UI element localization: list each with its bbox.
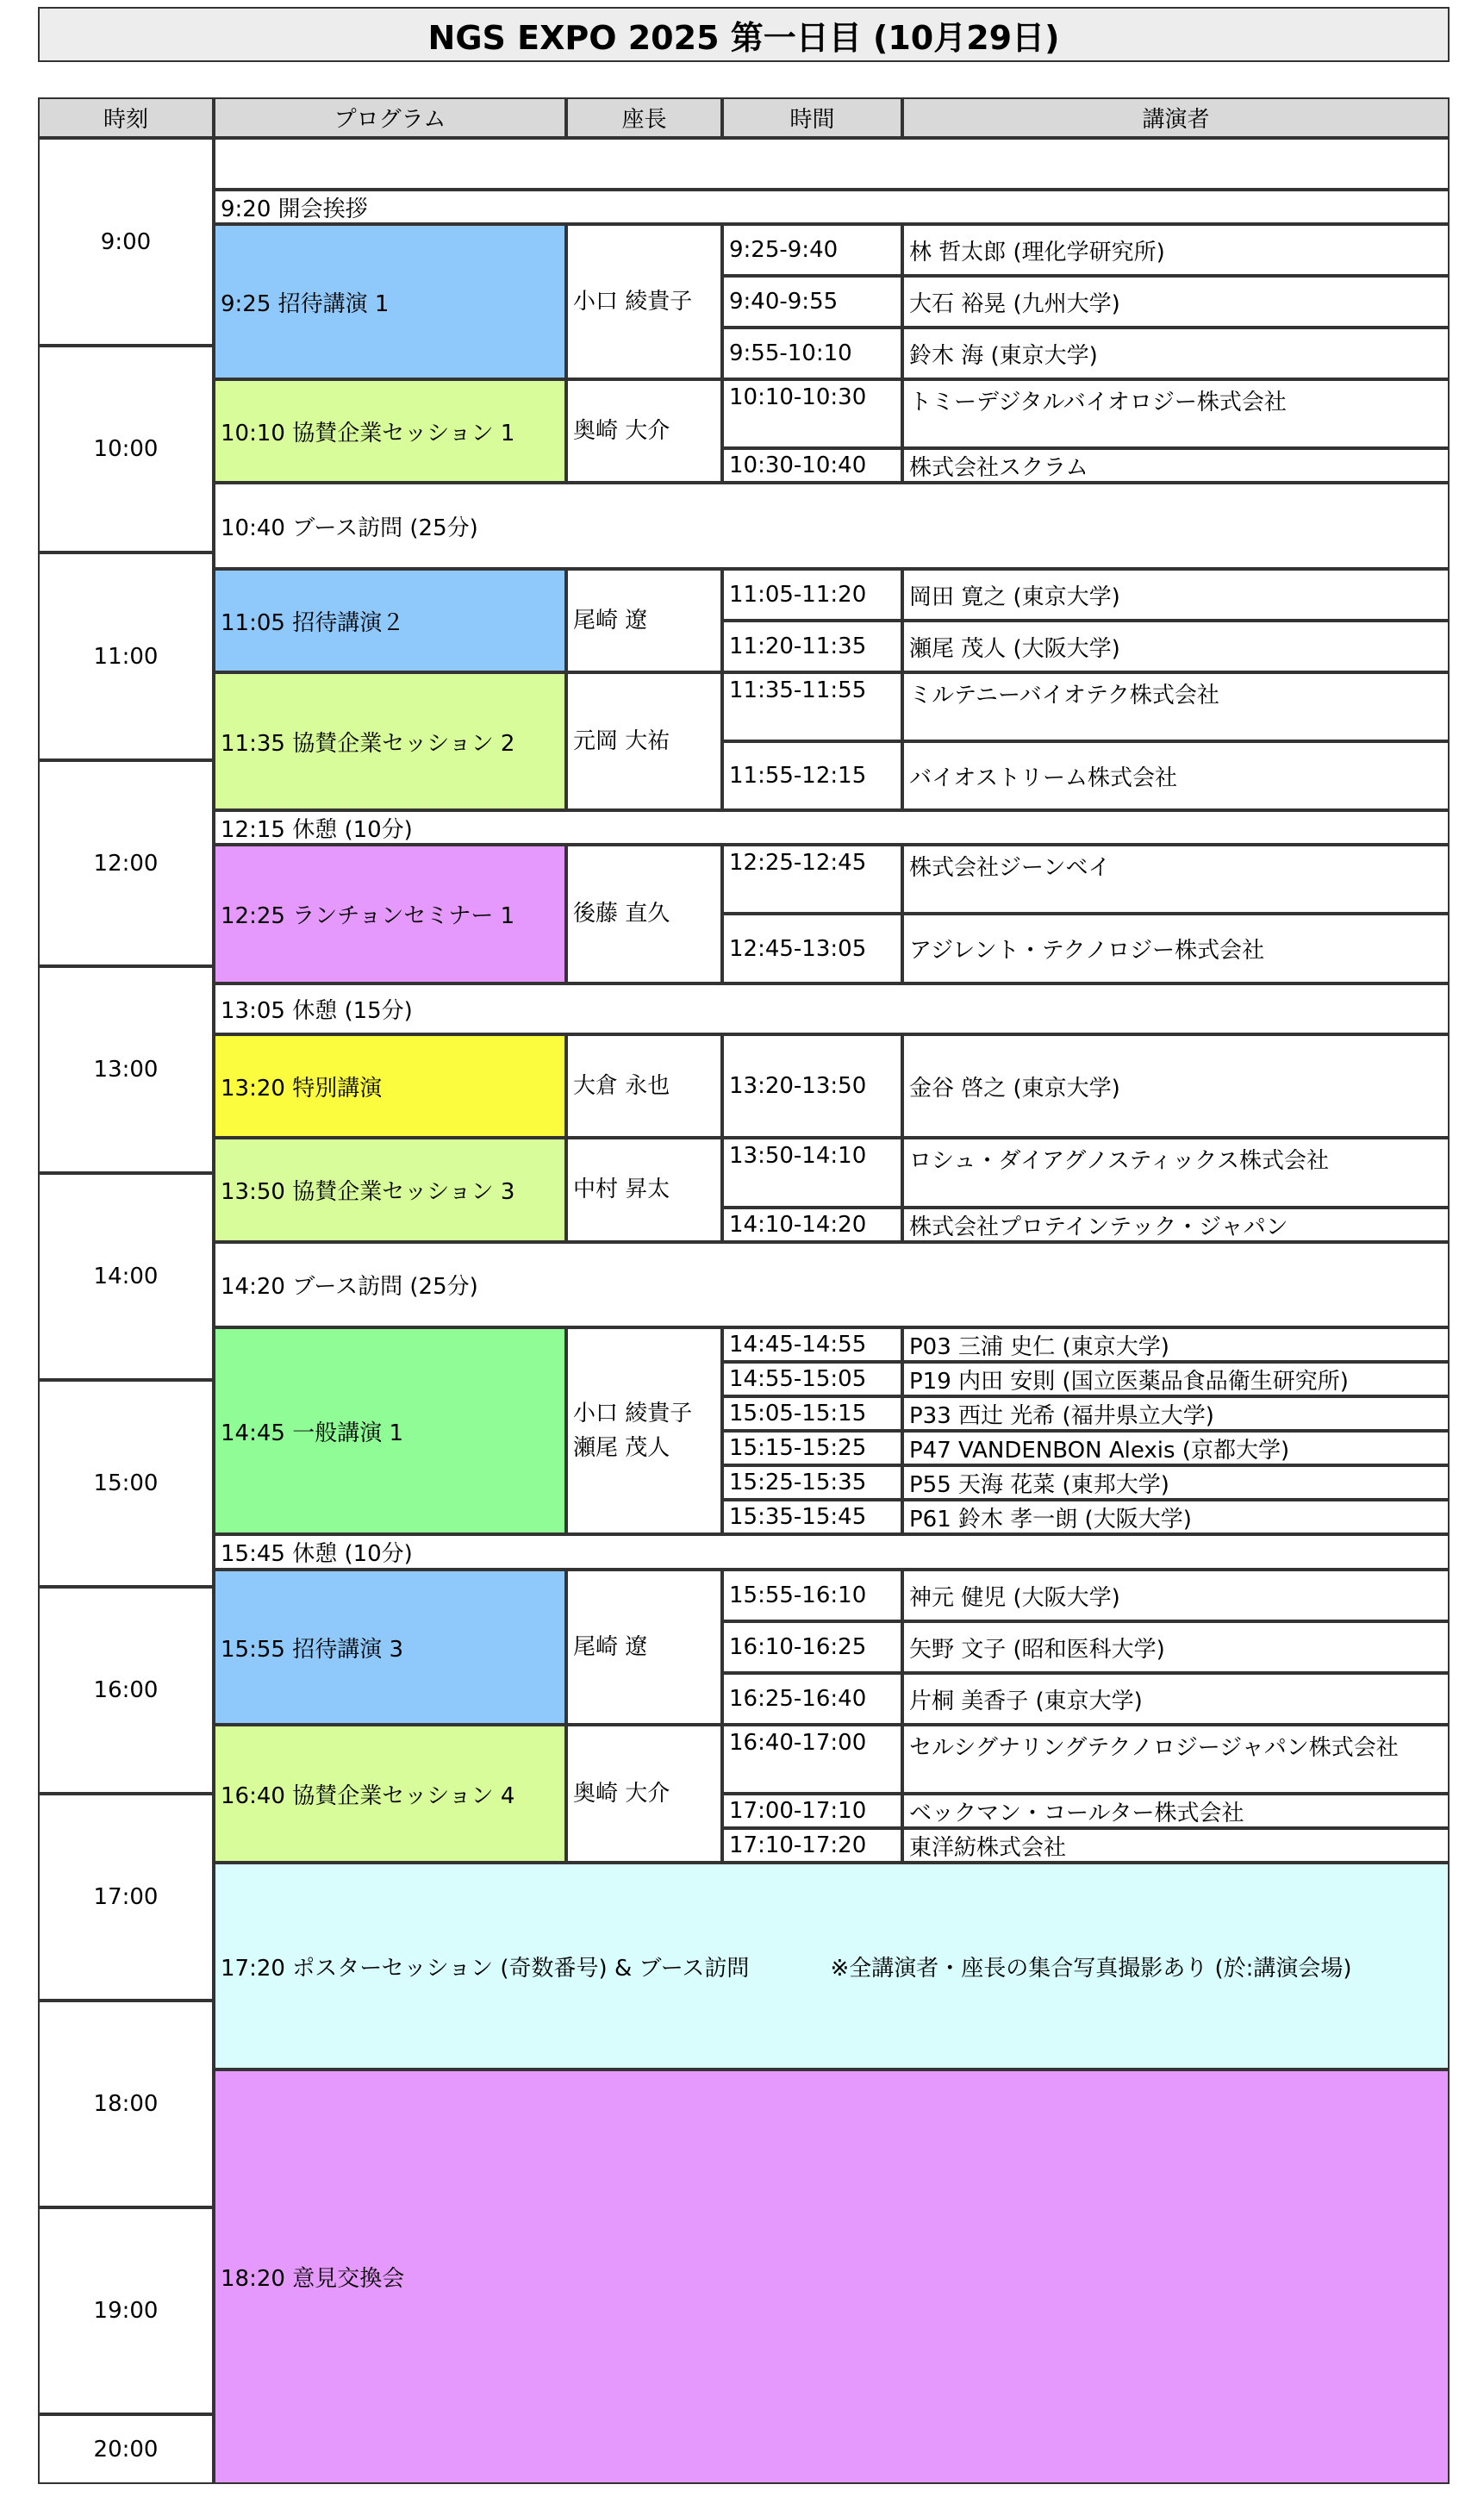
chair-cell	[566, 379, 722, 483]
talk-time: 10:10-10:30	[722, 379, 902, 448]
talk-speaker: ベックマン・コールター株式会社	[902, 1794, 1450, 1828]
chair-name: 大倉 永也	[573, 1072, 670, 1099]
talk-speaker: P03 三浦 史仁 (東京大学)	[902, 1327, 1450, 1362]
talk-time: 11:55-12:15	[722, 741, 902, 810]
time-label: 20:00	[38, 2414, 214, 2484]
chair-cell	[566, 845, 722, 983]
booth-visit-row: 14:20 ブース訪問 (25分)	[214, 1242, 1450, 1327]
session-sponsor1: 10:10 協賛企業セッション 1	[214, 379, 566, 483]
chair-name: 奥崎 大介	[573, 417, 670, 444]
column-header: 座長	[566, 97, 722, 138]
time-label: 12:00	[38, 760, 214, 966]
session-sponsor2: 11:35 協賛企業セッション 2	[214, 672, 566, 810]
time-label: 16:00	[38, 1587, 214, 1794]
chair-name: 尾崎 遼	[573, 607, 648, 634]
chair-cell	[566, 569, 722, 672]
session-invited3: 15:55 招待講演 3	[214, 1570, 566, 1725]
talk-speaker: 瀬尾 茂人 (大阪大学)	[902, 621, 1450, 672]
talk-speaker: P55 天海 花菜 (東邦大学)	[902, 1465, 1450, 1500]
talk-speaker: 岡田 寛之 (東京大学)	[902, 569, 1450, 621]
talk-time: 17:00-17:10	[722, 1794, 902, 1828]
time-label: 14:00	[38, 1173, 214, 1380]
chair-name: 元岡 大祐	[573, 727, 670, 754]
talk-speaker: セルシグナリングテクノロジージャパン株式会社	[902, 1725, 1450, 1794]
talk-speaker: 金谷 啓之 (東京大学)	[902, 1034, 1450, 1138]
talk-speaker: ミルテニーバイオテク株式会社	[902, 672, 1450, 741]
column-header: プログラム	[214, 97, 566, 138]
time-label: 17:00	[38, 1794, 214, 2001]
poster-session-label: 17:20 ポスターセッション (奇数番号) & ブース訪問	[221, 1955, 750, 1982]
chair-name: 中村 昇太	[573, 1177, 670, 1203]
chair-name: 尾崎 遼	[573, 1633, 648, 1660]
talk-speaker: 株式会社プロテインテック・ジャパン	[902, 1208, 1450, 1242]
time-label: 18:00	[38, 2001, 214, 2207]
chair-cell	[566, 1327, 722, 1534]
chair-cell	[566, 672, 722, 810]
social-gathering: 18:20 意見交換会	[214, 2069, 1450, 2484]
talk-time: 9:40-9:55	[722, 276, 902, 328]
talk-time: 12:45-13:05	[722, 914, 902, 983]
talk-speaker: P19 内田 安則 (国立医薬品食品衛生研究所)	[902, 1362, 1450, 1396]
talk-speaker: 神元 健児 (大阪大学)	[902, 1570, 1450, 1621]
talk-speaker: P61 鈴木 孝一朗 (大阪大学)	[902, 1500, 1450, 1534]
talk-time: 11:05-11:20	[722, 569, 902, 621]
talk-speaker: P47 VANDENBON Alexis (京都大学)	[902, 1431, 1450, 1465]
talk-time: 16:40-17:00	[722, 1725, 902, 1794]
talk-time: 13:20-13:50	[722, 1034, 902, 1138]
column-header: 講演者	[902, 97, 1450, 138]
talk-speaker: 株式会社ジーンベイ	[902, 845, 1450, 914]
talk-time: 14:45-14:55	[722, 1327, 902, 1362]
page-title: NGS EXPO 2025 第一日目 (10月29日)	[38, 7, 1450, 62]
empty-row	[214, 138, 1450, 190]
booth-visit-row: 10:40 ブース訪問 (25分)	[214, 483, 1450, 569]
talk-speaker: 株式会社スクラム	[902, 448, 1450, 483]
chair-cell	[566, 1034, 722, 1138]
talk-time: 16:10-16:25	[722, 1621, 902, 1673]
chair-cell	[566, 1570, 722, 1725]
time-label: 15:00	[38, 1380, 214, 1587]
chair-cell	[566, 1725, 722, 1863]
talk-speaker: 大石 裕晃 (九州大学)	[902, 276, 1450, 328]
session-lunch1: 12:25 ランチョンセミナー 1	[214, 845, 566, 983]
talk-speaker: 鈴木 海 (東京大学)	[902, 328, 1450, 379]
talk-time: 13:50-14:10	[722, 1138, 902, 1208]
break-row: 12:15 休憩 (10分)	[214, 810, 1450, 845]
chair-name: 後藤 直久	[573, 901, 670, 927]
session-special: 13:20 特別講演	[214, 1034, 566, 1138]
talk-time: 15:55-16:10	[722, 1570, 902, 1621]
talk-time: 14:55-15:05	[722, 1362, 902, 1396]
chair-name: 小口 綾貴子	[573, 1400, 693, 1426]
session-sponsor3: 13:50 協賛企業セッション 3	[214, 1138, 566, 1242]
talk-time: 15:05-15:15	[722, 1396, 902, 1431]
poster-note: ※全講演者・座長の集合写真撮影あり (於:講演会場)	[830, 1955, 1352, 1982]
chair-name: 小口 綾貴子	[573, 288, 693, 315]
talk-speaker: 東洋紡株式会社	[902, 1828, 1450, 1863]
talk-speaker: トミーデジタルバイオロジー株式会社	[902, 379, 1450, 448]
column-header: 時刻	[38, 97, 214, 138]
talk-speaker: ロシュ・ダイアグノスティックス株式会社	[902, 1138, 1450, 1208]
talk-time: 17:10-17:20	[722, 1828, 902, 1863]
break-row: 15:45 休憩 (10分)	[214, 1534, 1450, 1570]
chair-name: 奥崎 大介	[573, 1780, 670, 1807]
break-row: 13:05 休憩 (15分)	[214, 983, 1450, 1034]
session-invited2: 11:05 招待講演２	[214, 569, 566, 672]
talk-time: 10:30-10:40	[722, 448, 902, 483]
talk-time: 15:25-15:35	[722, 1465, 902, 1500]
talk-time: 9:25-9:40	[722, 224, 902, 276]
time-label: 11:00	[38, 552, 214, 760]
chair-cell	[566, 1138, 722, 1242]
talk-speaker: P33 西辻 光希 (福井県立大学)	[902, 1396, 1450, 1431]
talk-speaker: 林 哲太郎 (理化学研究所)	[902, 224, 1450, 276]
chair-cell	[566, 224, 722, 379]
time-label: 10:00	[38, 346, 214, 552]
talk-speaker: 矢野 文子 (昭和医科大学)	[902, 1621, 1450, 1673]
time-label: 13:00	[38, 966, 214, 1173]
session-general1: 14:45 一般講演 1	[214, 1327, 566, 1534]
poster-session	[214, 1863, 1450, 2069]
talk-time: 11:20-11:35	[722, 621, 902, 672]
talk-time: 16:25-16:40	[722, 1673, 902, 1725]
column-header: 時間	[722, 97, 902, 138]
talk-speaker: アジレント・テクノロジー株式会社	[902, 914, 1450, 983]
talk-time: 12:25-12:45	[722, 845, 902, 914]
talk-speaker: 片桐 美香子 (東京大学)	[902, 1673, 1450, 1725]
talk-time: 15:35-15:45	[722, 1500, 902, 1534]
session-sponsor4: 16:40 協賛企業セッション 4	[214, 1725, 566, 1863]
session-invited1: 9:25 招待講演 1	[214, 224, 566, 379]
talk-time: 15:15-15:25	[722, 1431, 902, 1465]
time-label: 19:00	[38, 2207, 214, 2414]
chair-name: 瀬尾 茂人	[573, 1435, 670, 1461]
talk-speaker: バイオストリーム株式会社	[902, 741, 1450, 810]
opening-row: 9:20 開会挨拶	[214, 190, 1450, 224]
talk-time: 14:10-14:20	[722, 1208, 902, 1242]
talk-time: 11:35-11:55	[722, 672, 902, 741]
time-label: 9:00	[38, 138, 214, 346]
talk-time: 9:55-10:10	[722, 328, 902, 379]
